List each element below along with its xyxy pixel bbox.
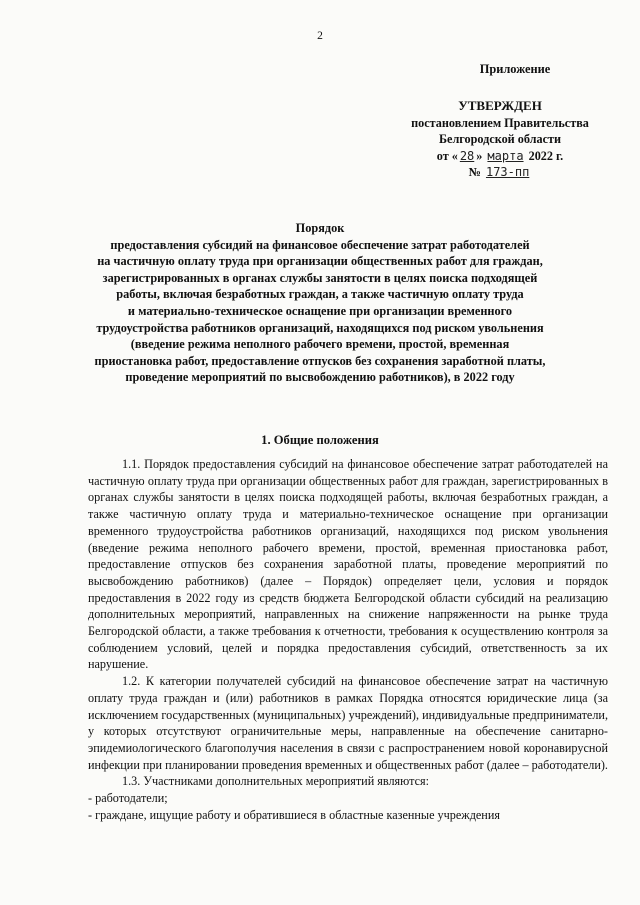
document-number: 173-пп — [485, 165, 530, 179]
approval-line-1: постановлением Правительства — [411, 115, 589, 130]
title-line: (введение режима неполного рабочего времени, простой, временная — [130, 337, 510, 352]
title-line: предоставления субсидий на финансовое обеспечение затрат работодателей — [110, 237, 530, 252]
approval-block — [380, 98, 620, 181]
paragraph-1-3: 1.3. Участниками дополнительных мероприятий являются: — [122, 774, 429, 789]
page-number: 2 — [317, 30, 323, 42]
approval-date — [380, 148, 620, 165]
section-heading: 1. Общие положения — [261, 433, 379, 447]
paragraph-1-2: 1.2. К категории получателей субсидий на финансовое обеспечение затрат на частичную оплату труда граждан и (или) работников в рамках Порядка относятся юридические лица (за исключением государственных (муниципальных) учреждений), индивидуальные предприниматели, у которых отсутствуют ограничительные меры, направленные на обеспечение санитарно-эпидемиологического благополучия населения в связи с распространением новой коронавирусной инфекции при планировании проведения временных и общественных работ (далее – работодатели). — [88, 674, 608, 772]
participants-list — [88, 790, 608, 823]
number-prefix: № — [468, 165, 481, 179]
title-line: работы, включая безработных граждан, а также частичную оплату труда — [116, 287, 524, 302]
title-line: и материально-техническое оснащение при организации временного — [127, 303, 513, 318]
title-line: на частичную оплату труда при организации общественных работ для граждан, — [97, 254, 543, 269]
appendix-label: Приложение — [479, 62, 551, 76]
document-body — [88, 456, 608, 823]
title-line: проведение мероприятий по высвобождению работников), в 2022 году — [125, 370, 515, 385]
title-line: приостановка работ, предоставление отпусков без сохранения заработной платы, — [94, 353, 546, 368]
date-year: 2022 г. — [528, 148, 564, 163]
paragraph-1-1: 1.1. Порядок предоставления субсидий на финансовое обеспечение затрат работодателей на частичную оплату труда при организации общественных работ для граждан, зарегистрированных в органах службы занятости в целях поиска подходящей работы, включая безработных граждан, а также частичную оплату труда и материально-техническое оснащение при организации временного трудоустройства работников организаций, находящихся под риском увольнения (введение режима неполного рабочего времени, простой, временная приостановка работ, предоставление отпусков без сохранения заработной платы, проведение мероприятий по высвобождению работников) (далее – Порядок) определяет цели, условия и порядок предоставления в 2022 году из средств бюджета Белгородской области субсидий на реализацию дополнительных мероприятий, направленных на снижение напряженности на рынке труда Белгородской области, а также требования к отчетности, требования к осуществлению контроля за соблюдением условий, целей и порядка предоставления субсидий, ответственность за их нарушение. — [88, 457, 608, 672]
title-line: Порядок — [295, 221, 345, 235]
date-day: 28 — [459, 148, 475, 163]
title-line: зарегистрированных в органах службы занятости в целях поиска подходящей — [102, 270, 538, 285]
list-item: - граждане, ищущие работу и обратившиеся в областные казенные учреждения — [88, 807, 500, 822]
list-item: - работодатели; — [88, 791, 168, 806]
approved-heading: УТВЕРЖДЕН — [458, 98, 542, 113]
date-month: марта — [487, 148, 524, 163]
document-title — [30, 220, 610, 386]
title-line: трудоустройства работников организаций, находящихся под риском увольнения — [96, 320, 544, 335]
date-prefix: от « — [436, 148, 458, 163]
approval-line-2: Белгородской области — [439, 132, 561, 146]
approval-number — [380, 164, 620, 181]
date-mid: » — [476, 148, 483, 163]
